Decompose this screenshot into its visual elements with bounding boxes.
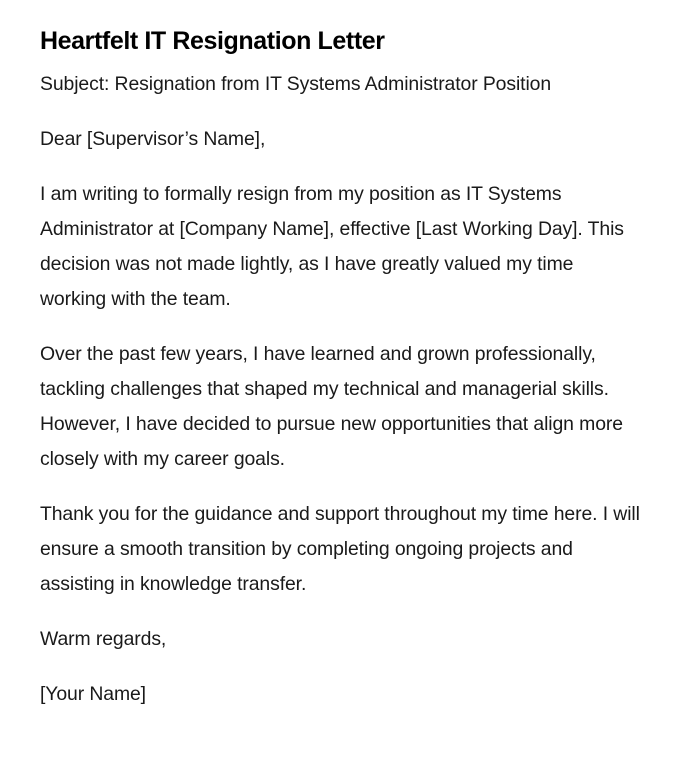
letter-signature: [Your Name] [40, 683, 146, 705]
letter-subject: Subject: Resignation from IT Systems Administrator Position [40, 73, 552, 95]
letter-paragraph: I am writing to formally resign from my position as IT Systems Administrator at [Company Name], effective [Last Working Day]. This decision was not made lightly, as I have greatly valued my time working with the team. [40, 183, 624, 310]
letter-paragraph: Thank you for the guidance and support throughout my time here. I will ensure a smooth transition by completing ongoing projects and assisting in knowledge transfer. [40, 503, 640, 595]
letter-title: Heartfelt IT Resignation Letter [40, 27, 385, 55]
letter-salutation: Dear [Supervisor’s Name], [40, 128, 266, 150]
letter-paragraph: Over the past few years, I have learned and grown professionally, tackling challenges that shaped my technical and managerial skills. However, I have decided to pursue new opportunities that align more closely with my career goals. [40, 343, 623, 470]
letter-closing: Warm regards, [40, 628, 167, 650]
